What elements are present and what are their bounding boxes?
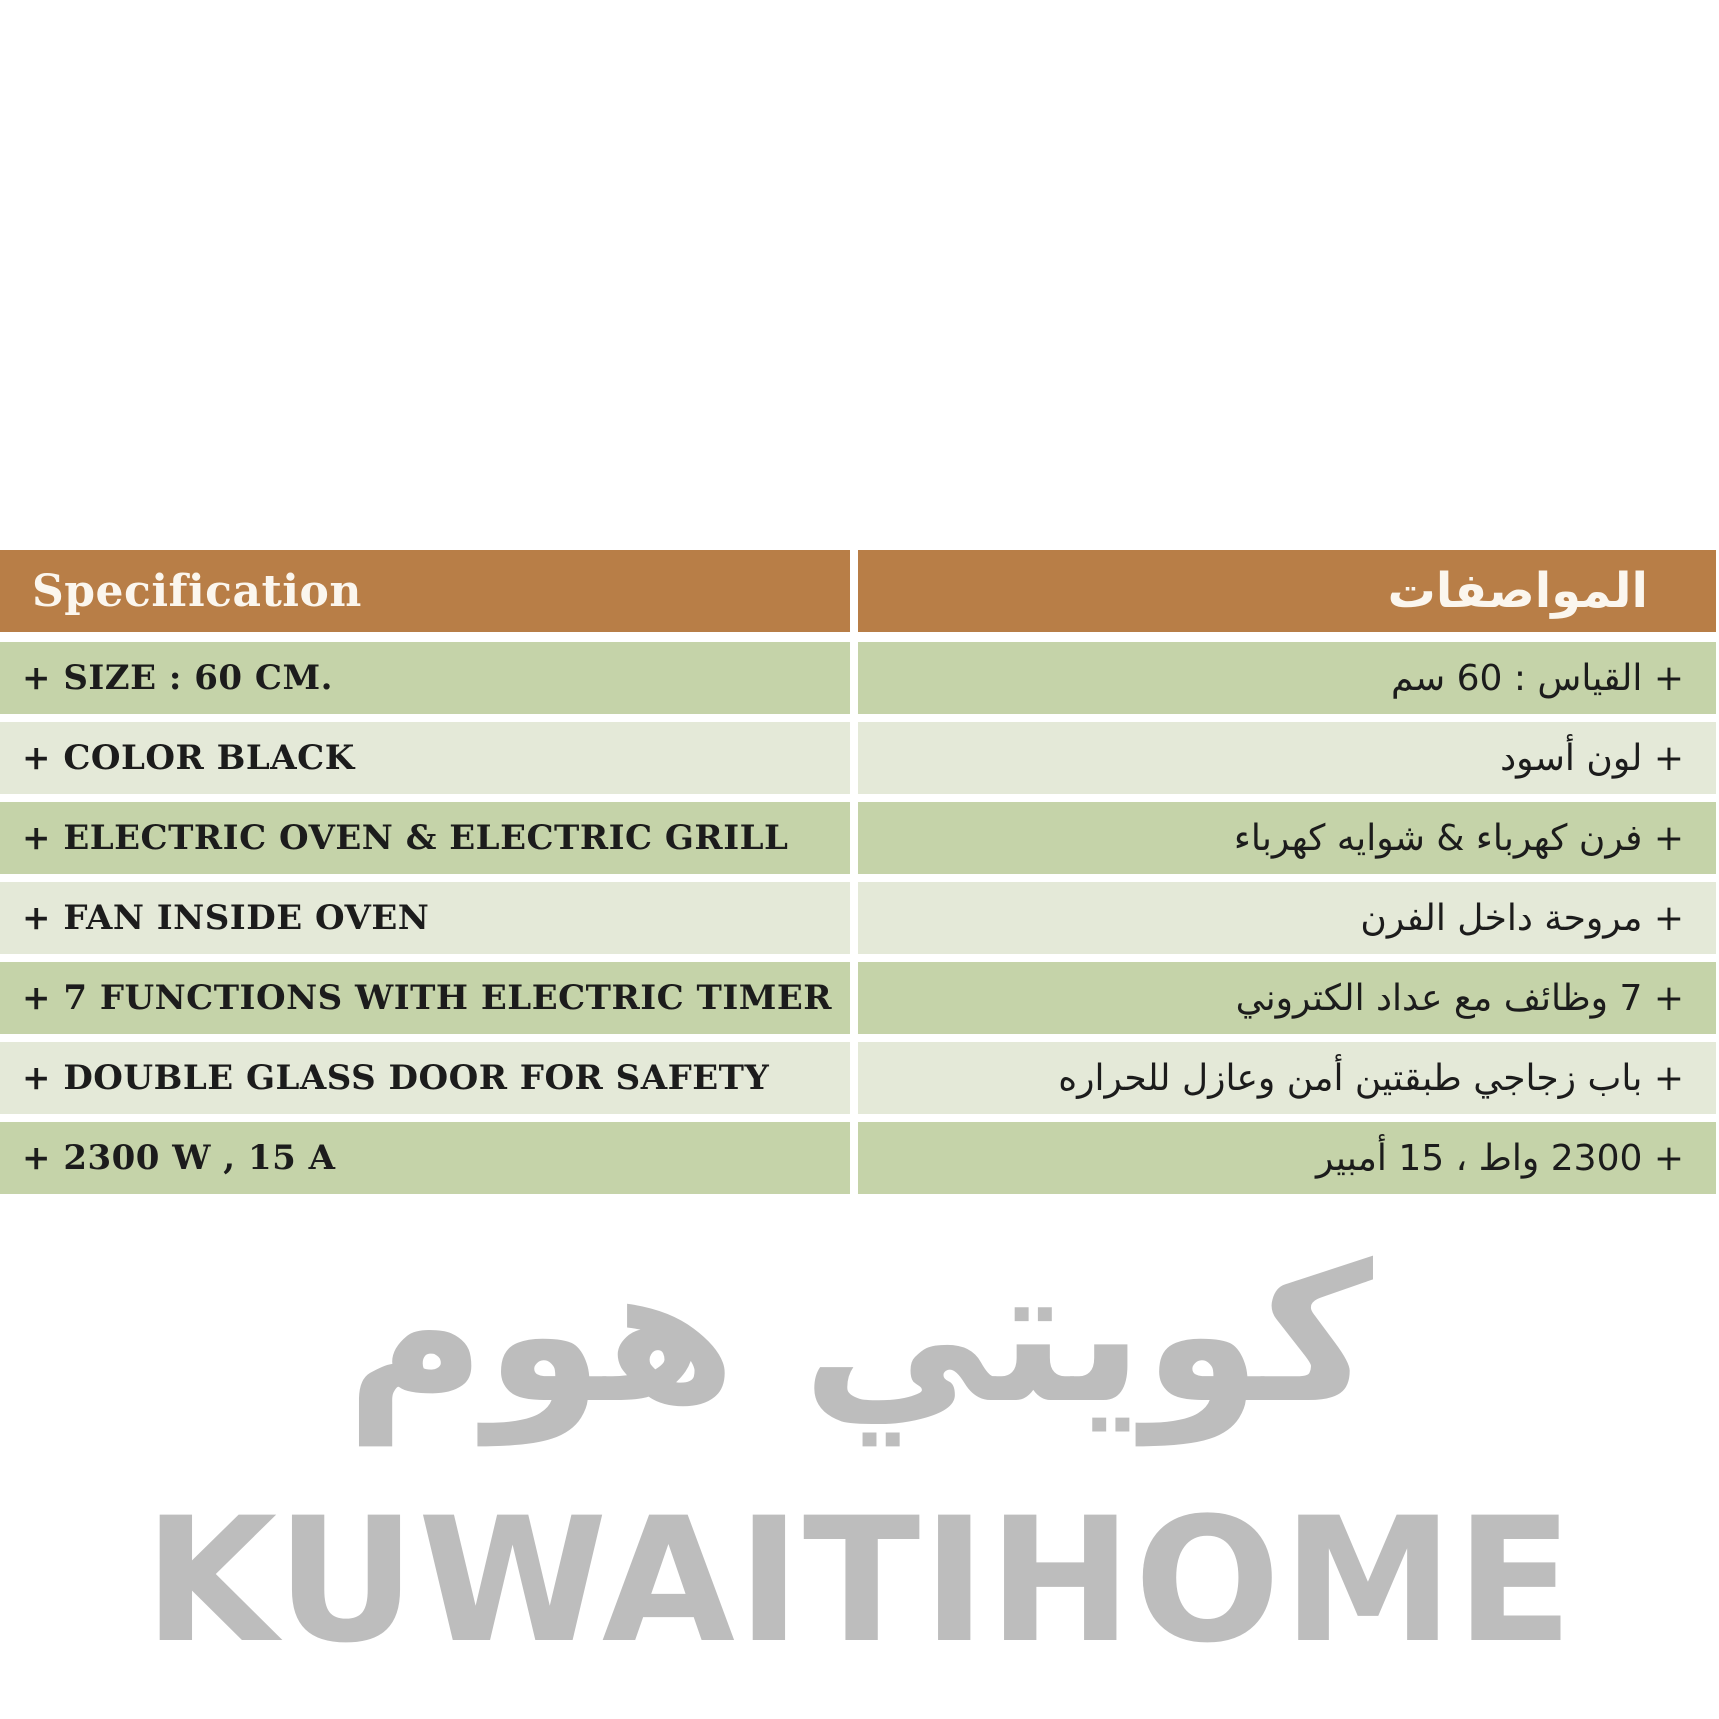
table-row	[0, 722, 1716, 794]
spec-arabic: + القياس : 60 سم	[858, 642, 1716, 714]
spec-arabic: + فرن كهرباء & شوايه كهرباء	[858, 802, 1716, 874]
table-header	[0, 550, 1716, 632]
spec-arabic: + 7 وظائف مع عداد الكتروني	[858, 962, 1716, 1034]
spec-english: + FAN INSIDE OVEN	[0, 882, 850, 954]
spec-english: + COLOR BLACK	[0, 722, 850, 794]
table-row	[0, 962, 1716, 1034]
table-row	[0, 1122, 1716, 1194]
spec-english: + 7 FUNCTIONS WITH ELECTRIC TIMER	[0, 962, 850, 1034]
table-row	[0, 1042, 1716, 1114]
spec-arabic: + باب زجاجي طبقتين أمن وعازل للحراره	[858, 1042, 1716, 1114]
watermark-arabic: كويتي هوم	[345, 1224, 1373, 1445]
spec-english: + ELECTRIC OVEN & ELECTRIC GRILL	[0, 802, 850, 874]
specification-table	[0, 550, 1716, 1202]
watermark-english: KUWAITIHOME	[143, 1480, 1576, 1681]
spec-english: + DOUBLE GLASS DOOR FOR SAFETY	[0, 1042, 850, 1114]
spec-arabic: + لون أسود	[858, 722, 1716, 794]
spec-arabic: + مروحة داخل الفرن	[858, 882, 1716, 954]
header-english: Specification	[0, 550, 850, 632]
table-row	[0, 642, 1716, 714]
header-arabic: المواصفات	[858, 550, 1716, 632]
spec-english: + 2300 W , 15 A	[0, 1122, 850, 1194]
table-row	[0, 882, 1716, 954]
spec-arabic: + 2300 واط ، 15 أمبير	[858, 1122, 1716, 1194]
table-row	[0, 802, 1716, 874]
spec-english: + SIZE : 60 CM.	[0, 642, 850, 714]
